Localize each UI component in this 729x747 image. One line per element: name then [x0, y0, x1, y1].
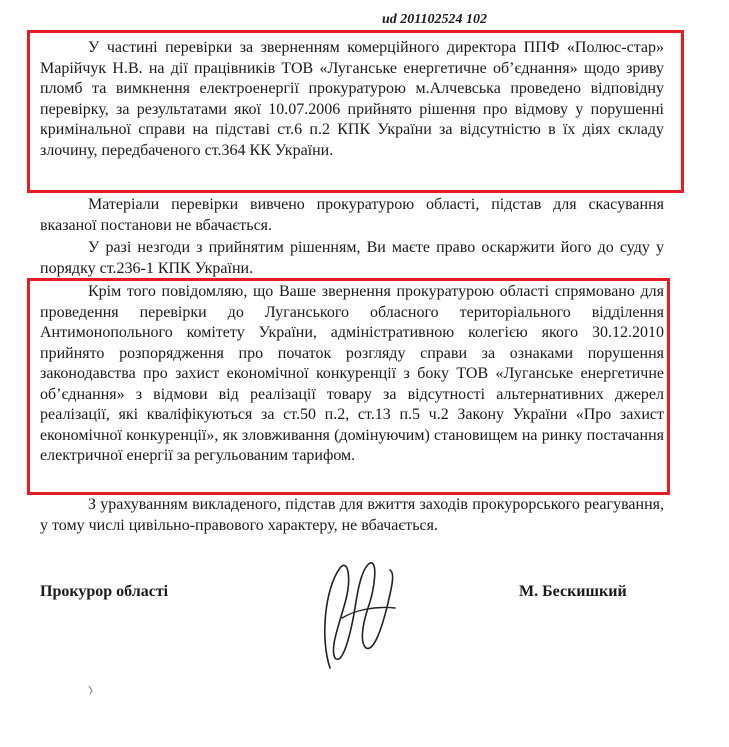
document-id: ud 201102524 102 — [381, 12, 487, 27]
paragraph-appeal-right: У разі незгоди з прийнятим рішенням, Ви маєте право оскаржити його до суду у порядку ст.236-1 КПК України. — [40, 239, 664, 277]
stray-mark-icon — [86, 684, 98, 696]
paragraph-conclusion: З урахуванням викладеного, підстав для вжиття заходів прокурорського реагування, у тому числі цивільно-правового характеру, не вбачається. — [40, 496, 664, 534]
paragraph-inspection-result: У частині перевірки за зверненням комерційного директора ППФ «Полюс-стар» Марійчук Н.В. на дії працівників ТОВ «Луганське енергетичне об’єднання» щодо зриву пломб та вимкнення електроенергії прокуратурою м.Алчевська проведено відповідну перевірку, за результатами якої 10.07.2006 прийнято рішення про відмову у порушенні кримінальної справи на підставі ст.6 п.2 КПК України за відсутністю в їх діях складу злочину, передбаченого ст.364 КК України. — [40, 39, 664, 159]
signatory-name: М. Бескишкий — [519, 583, 627, 600]
handwritten-signature — [300, 548, 410, 678]
paragraph-antimonopoly-referral: Крім того повідомляю, що Ваше звернення прокуратурою області спрямовано для проведення перевірки до Луганського обласного територіального відділення Антимонопольного комітету України, адміністративною колегією якого 30.12.2010 прийнято розпорядження про початок розгляду справи за ознаками порушення законодавства про захист економічної конкуренції з боку ТОВ «Луганське енергетичне об’єднання» з відмови від реалізації товару за відсутності альтернативних джерел реалізації, які кваліфікуються за ст.50 п.2, ст.13 п.5 ч.2 Закону України «Про захист економічної конкуренції», як зловживання (домінуючим) становищем на ринку постачання електричної енергії за регульованим тарифом. — [40, 283, 664, 464]
paragraph-materials-review: Матеріали перевірки вивчено прокуратурою області, підстав для скасування вказаної постанови не вбачається. — [40, 196, 664, 234]
signatory-title: Прокурор області — [40, 583, 169, 600]
